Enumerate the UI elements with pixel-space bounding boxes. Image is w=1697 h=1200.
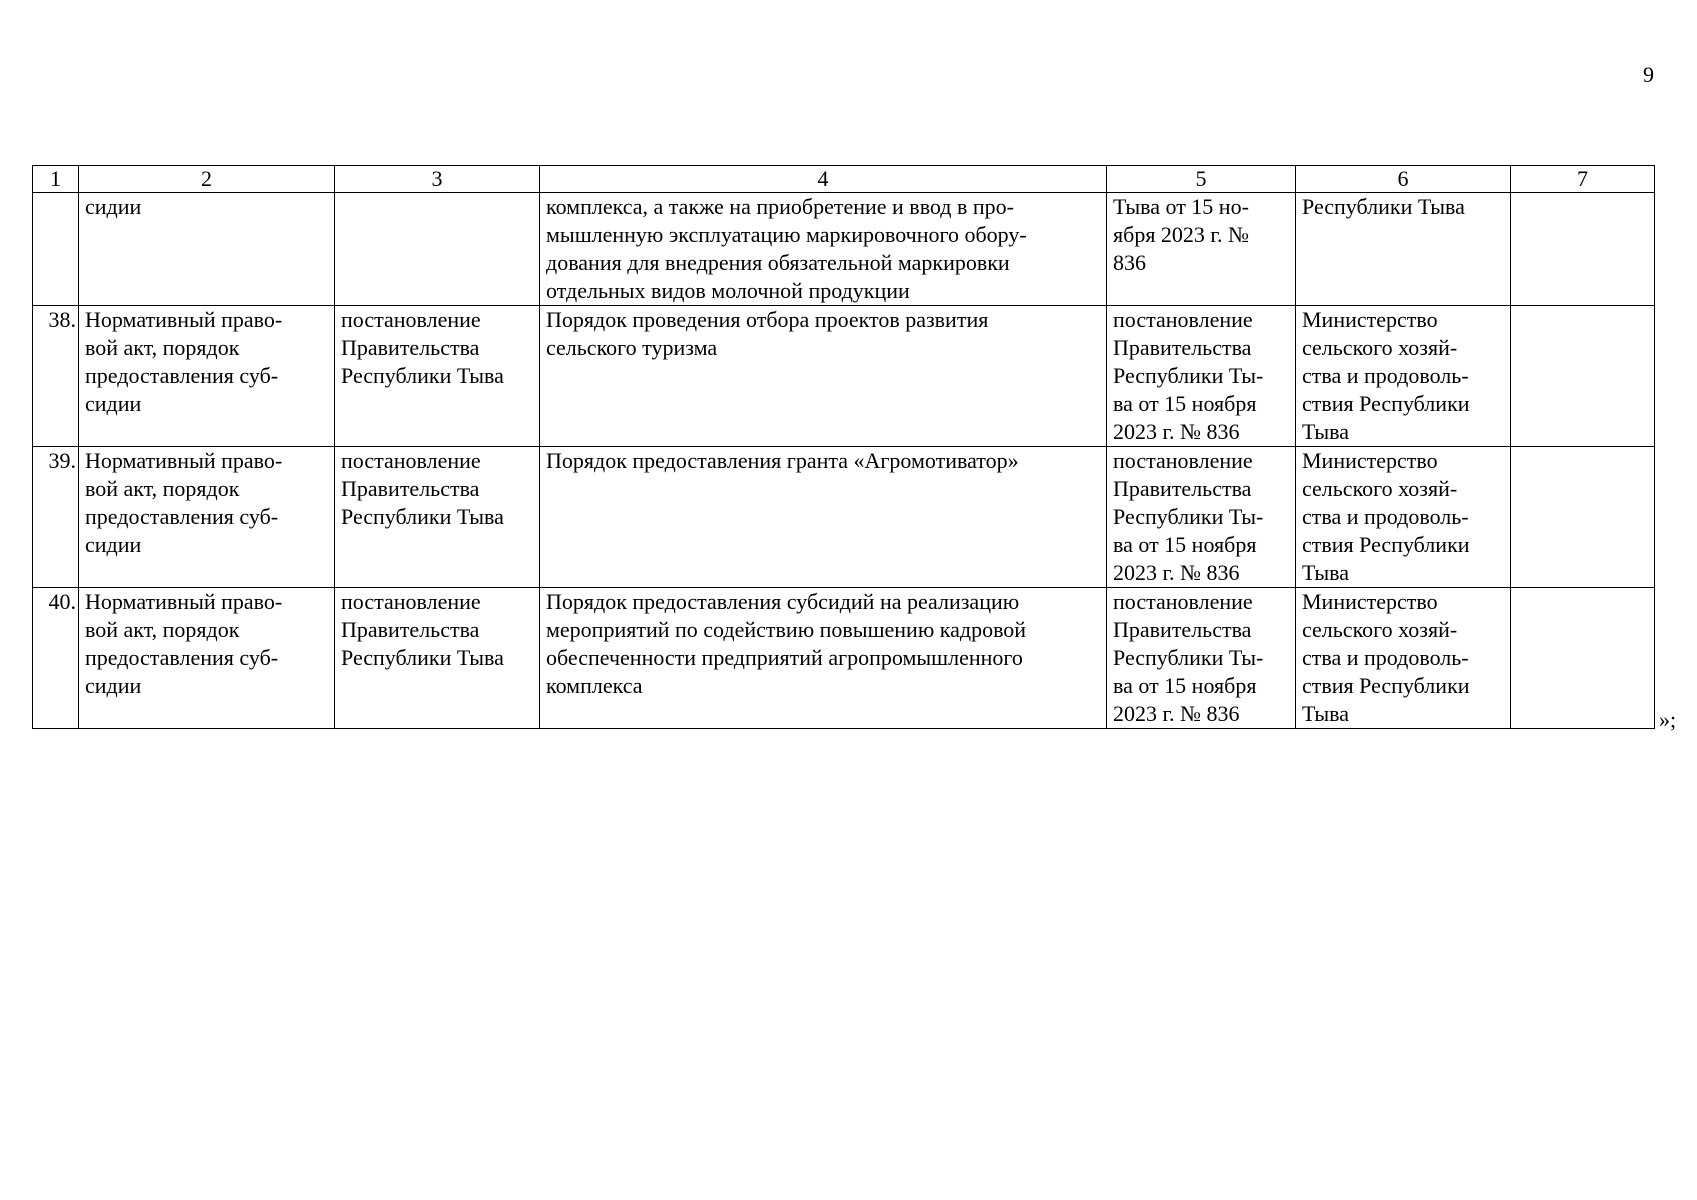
cell-line: Министерство [1302,448,1438,473]
cell-line: комплекса [546,673,643,698]
approving-act-cell [1107,588,1296,729]
row-number: 40. [33,588,79,729]
cell-line: ствия Республики [1302,673,1470,698]
cell-line: ства и продоволь- [1302,504,1469,529]
cell-line: Тыва [1302,419,1349,444]
cell-line: Тыва [1302,701,1349,726]
cell-line: Правительства [341,617,480,642]
cell-line: сельского хозяй- [1302,617,1458,642]
cell-line: Республики Тыва [341,363,504,388]
cell-line: Правительства [341,476,480,501]
cell-line: сидии [85,391,142,416]
cell-line: ства и продоволь- [1302,363,1469,388]
registry-table [32,165,1655,729]
row-number: 38. [33,306,79,447]
table-row [33,193,1655,306]
column-header: 2 [79,166,335,193]
cell-line: сельского туризма [546,335,718,360]
responsible-org-cell [1296,588,1511,729]
approving-act-cell [1107,193,1296,306]
cell-line: Правительства [1113,617,1252,642]
note-cell [1511,306,1655,447]
act-kind-cell [335,193,540,306]
cell-line: отдельных видов молочной продукции [546,278,910,303]
cell-line: вой акт, порядок [85,335,240,360]
act-name-cell [540,447,1107,588]
cell-line: сельского хозяй- [1302,335,1458,360]
column-header: 5 [1107,166,1296,193]
cell-line: мероприятий по содействию повышению кадровой [546,617,1027,642]
table-row [33,447,1655,588]
cell-line: обеспеченности предприятий агропромышленного [546,645,1023,670]
act-kind-cell [335,588,540,729]
cell-line: Нормативный право- [85,589,283,614]
cell-line: Нормативный право- [85,448,283,473]
cell-line: предоставления суб- [85,645,279,670]
note-cell [1511,588,1655,729]
cell-line: сидии [85,532,142,557]
act-type-cell [79,193,335,306]
cell-line: ства и продоволь- [1302,645,1469,670]
cell-line: ствия Республики [1302,532,1470,557]
responsible-org-cell [1296,193,1511,306]
cell-line: Министерство [1302,589,1438,614]
cell-line: Правительства [341,335,480,360]
cell-line: постановление [1113,589,1253,614]
responsible-org-cell [1296,447,1511,588]
act-name-cell [540,588,1107,729]
act-type-cell [79,588,335,729]
cell-line: сидии [85,194,142,219]
cell-line: сидии [85,673,142,698]
cell-line: Порядок проведения отбора проектов развития [546,307,989,332]
closing-quote-mark: »; [1659,707,1677,732]
cell-line: комплекса, а также на приобретение и ввод в про- [546,194,1014,219]
cell-line: постановление [341,448,481,473]
cell-line: Порядок предоставления субсидий на реализацию [546,589,1020,614]
cell-line: Правительства [1113,476,1252,501]
column-header: 1 [33,166,79,193]
cell-line: Республики Тыва [1302,194,1465,219]
cell-line: мышленную эксплуатацию маркировочного обору- [546,222,1027,247]
cell-line: Республики Тыва [341,645,504,670]
cell-line: 836 [1113,250,1146,275]
column-header: 6 [1296,166,1511,193]
cell-line: предоставления суб- [85,363,279,388]
note-cell [1511,447,1655,588]
column-header: 7 [1511,166,1655,193]
table-row [33,588,1655,729]
cell-line: сельского хозяй- [1302,476,1458,501]
cell-line: 2023 г. № 836 [1113,560,1240,585]
cell-line: постановление [1113,307,1253,332]
cell-line: ва от 15 ноября [1113,673,1257,698]
page-number: 9 [1643,62,1654,87]
act-type-cell [79,306,335,447]
cell-line: Тыва [1302,560,1349,585]
column-header: 3 [335,166,540,193]
cell-line: ствия Республики [1302,391,1470,416]
approving-act-cell [1107,447,1296,588]
cell-line: ября 2023 г. № [1113,222,1249,247]
cell-line: предоставления суб- [85,504,279,529]
cell-line: Республики Ты- [1113,645,1264,670]
cell-line: Тыва от 15 но- [1113,194,1249,219]
cell-line: Министерство [1302,307,1438,332]
cell-line: 2023 г. № 836 [1113,701,1240,726]
cell-line: ва от 15 ноября [1113,532,1257,557]
row-number [33,193,79,306]
approving-act-cell [1107,306,1296,447]
cell-line: вой акт, порядок [85,476,240,501]
cell-line: ва от 15 ноября [1113,391,1257,416]
responsible-org-cell [1296,306,1511,447]
cell-line: постановление [341,589,481,614]
cell-line: Республики Тыва [341,504,504,529]
act-kind-cell [335,447,540,588]
act-name-cell [540,306,1107,447]
cell-line: Порядок предоставления гранта «Агромотиватор» [546,448,1019,473]
cell-line: постановление [341,307,481,332]
cell-line: Нормативный право- [85,307,283,332]
row-number: 39. [33,447,79,588]
note-cell [1511,193,1655,306]
cell-line: дования для внедрения обязательной маркировки [546,250,1010,275]
act-name-cell [540,193,1107,306]
cell-line: постановление [1113,448,1253,473]
act-type-cell [79,447,335,588]
act-kind-cell [335,306,540,447]
cell-line: вой акт, порядок [85,617,240,642]
cell-line: Правительства [1113,335,1252,360]
cell-line: 2023 г. № 836 [1113,419,1240,444]
cell-line: Республики Ты- [1113,504,1264,529]
table-row [33,306,1655,447]
column-numbers-row [33,166,1655,193]
cell-line: Республики Ты- [1113,363,1264,388]
column-header: 4 [540,166,1107,193]
